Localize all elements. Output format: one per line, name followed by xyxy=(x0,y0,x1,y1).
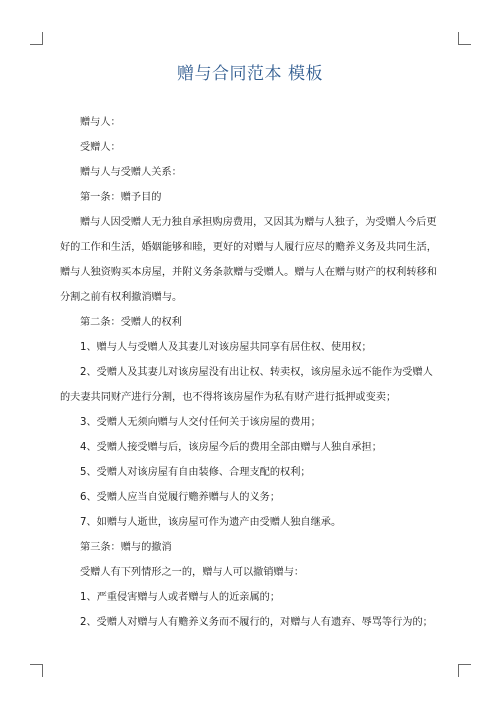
paragraph-line: 赠与人因受赠人无力独自承担购房费用，又因其为赠与人独子，为受赠人今后更 xyxy=(80,217,437,228)
paragraph-line: 第三条：赠与的撤消 xyxy=(80,542,172,553)
paragraph xyxy=(60,360,440,410)
paragraph xyxy=(60,560,440,585)
document-body xyxy=(60,110,440,635)
paragraph-line: 第一条：赠予目的 xyxy=(80,192,162,203)
paragraph xyxy=(60,410,440,435)
paragraph xyxy=(60,110,440,135)
paragraph-line: 受赠人有下列情形之一的，赠与人可以撤销赠与： xyxy=(80,567,305,578)
crop-mark-bottom-right xyxy=(458,664,471,677)
paragraph xyxy=(60,335,440,360)
paragraph-line: 2、受赠人及其妻儿对该房屋没有出让权、转卖权，该房屋永远不能作为受赠人 xyxy=(80,367,433,378)
paragraph xyxy=(60,485,440,510)
paragraph-line: 1、赠与人与受赠人及其妻儿对该房屋共同享有居住权、使用权； xyxy=(80,342,372,353)
paragraph-line: 4、受赠人接受赠与后，该房屋今后的费用全部由赠与人独自承担； xyxy=(80,442,382,453)
paragraph-line: 7、如赠与人逝世，该房屋可作为遗产由受赠人独自继承。 xyxy=(80,517,342,528)
paragraph xyxy=(60,310,440,335)
paragraph-line: 赠与人独资购买本房屋，并附义务条款赠与受赠人。赠与人在赠与财产的权利转移和 xyxy=(60,267,437,278)
paragraph-line: 2、受赠人对赠与人有赡养义务而不履行的，对赠与人有遗弃、辱骂等行为的； xyxy=(80,617,433,628)
paragraph xyxy=(60,610,440,635)
crop-mark-top-right xyxy=(458,32,471,45)
paragraph xyxy=(60,510,440,535)
paragraph-line: 1、严重侵害赠与人或者赠与人的近亲属的； xyxy=(80,592,281,603)
paragraph-line: 好的工作和生活，婚姻能够和睦，更好的对赠与人履行应尽的赡养义务及共同生活， xyxy=(60,242,437,253)
paragraph-line: 赠与人： xyxy=(80,117,121,128)
paragraph xyxy=(60,185,440,210)
paragraph xyxy=(60,435,440,460)
paragraph xyxy=(60,535,440,560)
paragraph-line: 赠与人与受赠人关系： xyxy=(80,167,182,178)
paragraph-line: 5、受赠人对该房屋有自由装修、合理支配的权利； xyxy=(80,467,311,478)
crop-mark-bottom-left xyxy=(30,664,43,677)
document-title: 赠与合同范本 模板 xyxy=(177,64,323,84)
paragraph-line: 分割之前有权利撤消赠与。 xyxy=(60,292,183,303)
paragraph-line: 6、受赠人应当自觉履行赡养赠与人的义务； xyxy=(80,492,281,503)
paragraph-line: 受赠人： xyxy=(80,142,121,153)
paragraph xyxy=(60,210,440,310)
paragraph-line: 3、受赠人无须向赠与人交付任何关于该房屋的费用； xyxy=(80,417,321,428)
paragraph-line: 的夫妻共同财产进行分割，也不得将该房屋作为私有财产进行抵押或变卖； xyxy=(60,392,397,403)
paragraph xyxy=(60,460,440,485)
paragraph xyxy=(60,160,440,185)
paragraph-line: 第二条：受赠人的权利 xyxy=(80,317,182,328)
paragraph xyxy=(60,135,440,160)
crop-mark-top-left xyxy=(30,32,43,45)
paragraph xyxy=(60,585,440,610)
